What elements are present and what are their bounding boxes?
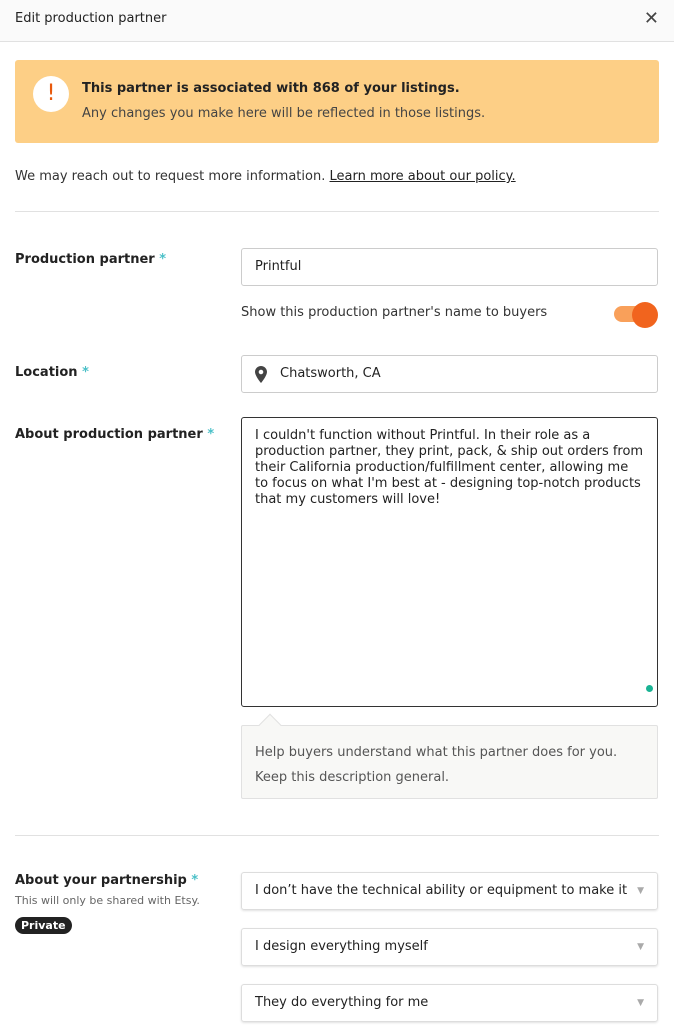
policy-text: We may reach out to request more information. <box>15 169 330 184</box>
private-badge: Private <box>15 917 72 934</box>
divider <box>15 211 659 212</box>
about-partner-textarea[interactable] <box>241 417 658 707</box>
location-label: Location * <box>15 365 89 380</box>
chevron-down-icon: ▼ <box>637 942 644 952</box>
dialog-title: Edit production partner <box>15 11 167 26</box>
help-line-2: Keep this description general. <box>255 770 450 785</box>
exclamation-icon: ! <box>33 76 69 112</box>
status-dot <box>646 685 653 692</box>
show-name-label: Show this production partner's name to buyers <box>241 305 548 320</box>
about-partner-text: I couldn't function without Printful. In their role as a production partner, they print, pack, & ship out orders from their California production/fulfillment center, allowing me to focus on what I'm best at - designing top-notch products that my customers will love! <box>255 428 644 507</box>
chevron-down-icon: ▼ <box>637 886 644 896</box>
production-partner-label: Production partner * <box>15 252 167 267</box>
production-partner-input[interactable]: Printful <box>241 248 658 286</box>
help-tooltip <box>241 725 658 799</box>
policy-info <box>15 169 516 184</box>
chevron-down-icon: ▼ <box>637 998 644 1008</box>
help-line-1: Help buyers understand what this partner does for you. <box>255 745 618 760</box>
alert-title: This partner is associated with 868 of your listings. <box>82 81 460 96</box>
map-pin-icon <box>255 366 267 383</box>
design-role-select[interactable]: I design everything myself ▼ <box>241 928 658 966</box>
partnership-label: About your partnership * <box>15 873 199 888</box>
alert-body: Any changes you make here will be reflected in those listings. <box>82 106 486 121</box>
divider <box>15 835 659 836</box>
policy-link[interactable]: Learn more about our policy. <box>329 169 516 184</box>
about-partner-label: About production partner * <box>15 427 215 442</box>
location-input[interactable] <box>241 355 658 393</box>
location-value: Chatsworth, CA <box>280 366 381 381</box>
partnership-reason-select[interactable]: I don’t have the technical ability or equipment to make it ▼ <box>241 872 658 910</box>
dialog-header <box>0 0 674 42</box>
close-icon[interactable]: ✕ <box>643 8 659 29</box>
partnership-subtext: This will only be shared with Etsy. <box>15 894 200 907</box>
partner-role-select[interactable]: They do everything for me ▼ <box>241 984 658 1022</box>
show-name-toggle[interactable] <box>614 302 658 326</box>
listings-warning-alert <box>15 60 659 143</box>
